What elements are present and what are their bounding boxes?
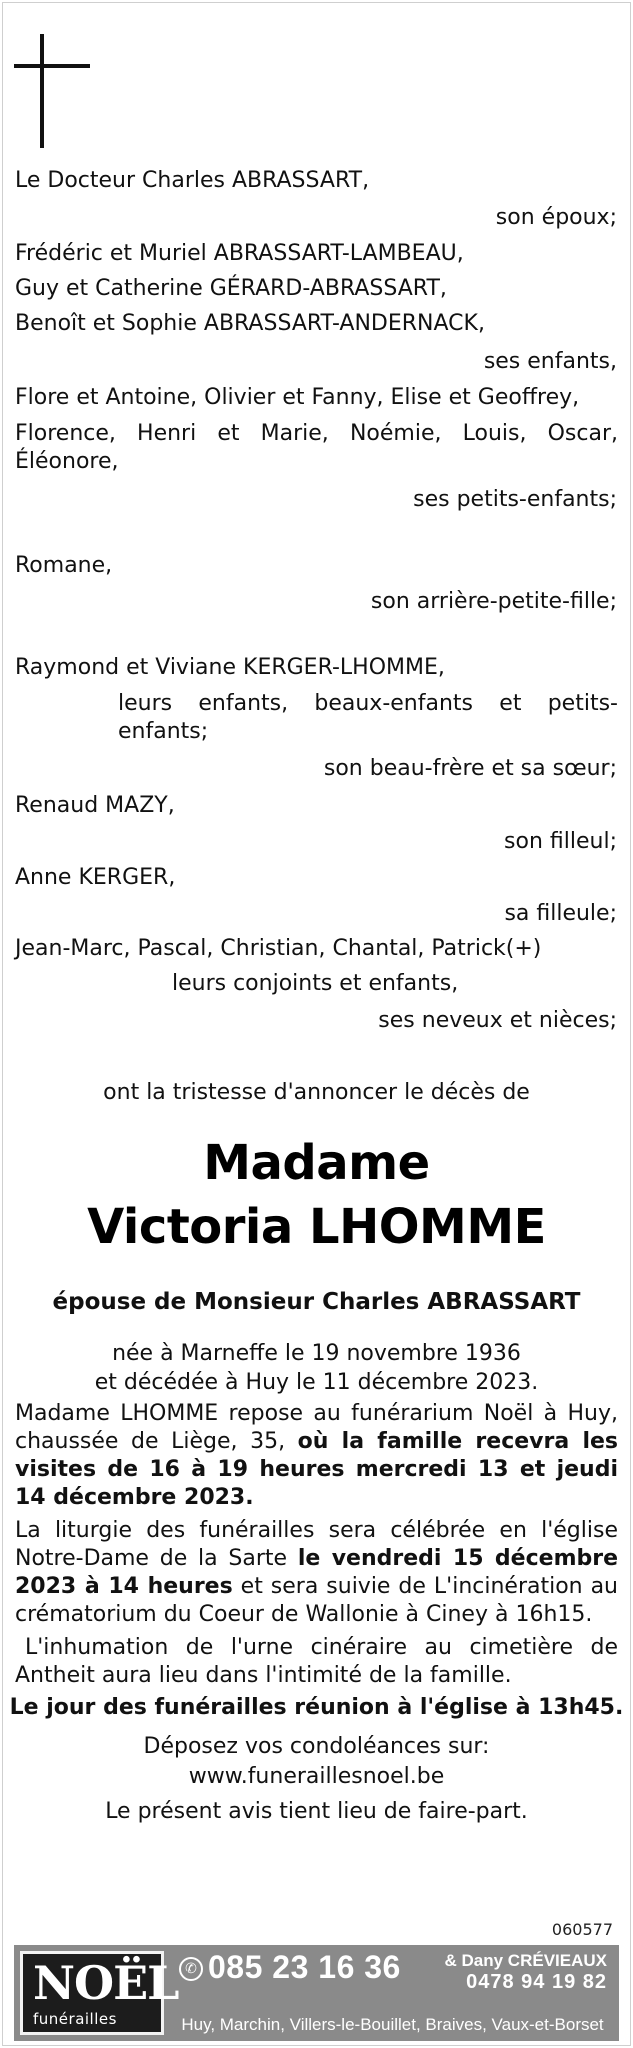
meeting-info: Le jour des funérailles réunion à l'église à 13h45. — [9, 1695, 624, 1720]
deceased-title: Madame — [203, 1135, 430, 1191]
deceased-name: Victoria LHOMME — [87, 1199, 546, 1255]
funerarium-text: Madame LHOMME repose au funérarium Noël à Huy, chaussée de Liège, 35, — [15, 1401, 618, 1454]
funeral-home-phone[interactable]: 085 23 16 36 — [208, 1949, 401, 1985]
family-line-2: Frédéric et Muriel ABRASSART-LAMBEAU, — [15, 241, 464, 266]
relation-in-law: son beau-frère et sa sœur; — [323, 756, 617, 781]
liturgy-cremation: et sera suivie de L'incinération au crématorium du Coeur de Wallonie à Ciney à 16h15. — [15, 1574, 619, 1627]
relation-spouse: son époux; — [495, 205, 617, 230]
family-line-9: leurs enfants, beaux-enfants et petits-enfants; — [118, 691, 618, 744]
funeral-home-locations: Huy, Marchin, Villers-le-Bouillet, Braives, Vaux-et-Borset — [181, 2015, 604, 2034]
condolences-line: Déposez vos condoléances sur: — [143, 1734, 490, 1759]
funerarium-visits: où la famille recevra les visites de 16 à 19 heures mercredi 13 et jeudi 14 décembre 2023. — [15, 1429, 618, 1510]
relation-children: ses enfants, — [483, 349, 617, 374]
family-line-12: Jean-Marc, Pascal, Christian, Chantal, Patrick(+) — [15, 936, 542, 961]
faire-part-note: Le présent avis tient lieu de faire-part. — [105, 1799, 528, 1824]
family-line-13: leurs conjoints et enfants, — [172, 971, 459, 996]
phone-icon: ✆ — [179, 1957, 203, 1981]
deceased-spouse: épouse de Monsieur Charles ABRASSART — [52, 1289, 581, 1315]
burial-paragraph: L'inhumation de l'urne cinéraire au cimetière de Antheit aura lieu dans l'intimité de la famille. — [15, 1635, 618, 1688]
family-line-10: Renaud MAZY, — [15, 793, 175, 818]
relation-godson: son filleul; — [504, 829, 617, 854]
funerarium-paragraph — [15, 1400, 618, 1512]
logo-subtext: funérailles — [33, 2010, 117, 2028]
family-line-6: Florence, Henri et Marie, Noémie, Louis, Oscar, Éléonore, — [15, 421, 618, 474]
family-line-8: Raymond et Viviane KERGER-LHOMME, — [15, 655, 445, 680]
relation-grandchildren: ses petits-enfants; — [413, 487, 617, 512]
condolences-url[interactable]: www.funeraillesnoel.be — [188, 1764, 445, 1789]
family-line-4: Benoît et Sophie ABRASSART-ANDERNACK, — [15, 311, 485, 336]
reference-number: 060577 — [551, 1920, 613, 1939]
announcement: ont la tristesse d'annoncer le décès de — [103, 1080, 530, 1105]
family-line-11: Anne KERGER, — [15, 865, 176, 890]
family-line-3: Guy et Catherine GÉRARD-ABRASSART, — [15, 276, 447, 301]
relation-nephews-nieces: ses neveux et nièces; — [378, 1008, 617, 1033]
birth-info: née à Marneffe le 19 novembre 1936 — [112, 1341, 521, 1366]
funeral-home-footer — [14, 1945, 619, 2041]
logo-text: NOËL — [33, 1956, 179, 2010]
family-line-5: Flore et Antoine, Olivier et Fanny, Elise et Geoffrey, — [15, 385, 580, 410]
liturgy-paragraph — [15, 1517, 618, 1629]
partner-phone[interactable]: 0478 94 19 82 — [466, 1971, 607, 1993]
cross-icon — [14, 34, 90, 148]
partner-contact — [445, 1951, 607, 1994]
family-line-1: Le Docteur Charles ABRASSART, — [15, 168, 370, 193]
liturgy-date: le vendredi 15 décembre 2023 à 14 heures — [15, 1546, 619, 1599]
family-line-7: Romane, — [15, 553, 113, 578]
liturgy-text: La liturgie des funérailles sera célébrée en l'église Notre-Dame de la Sarte — [15, 1518, 618, 1571]
partner-name: & Dany CRÉVIEAUX — [444, 1951, 607, 1970]
death-info: et décédée à Huy le 11 décembre 2023. — [94, 1370, 539, 1395]
relation-great-granddaughter: son arrière-petite-fille; — [370, 589, 617, 614]
noel-logo — [20, 1951, 179, 2035]
relation-goddaughter: sa filleule; — [504, 901, 617, 926]
